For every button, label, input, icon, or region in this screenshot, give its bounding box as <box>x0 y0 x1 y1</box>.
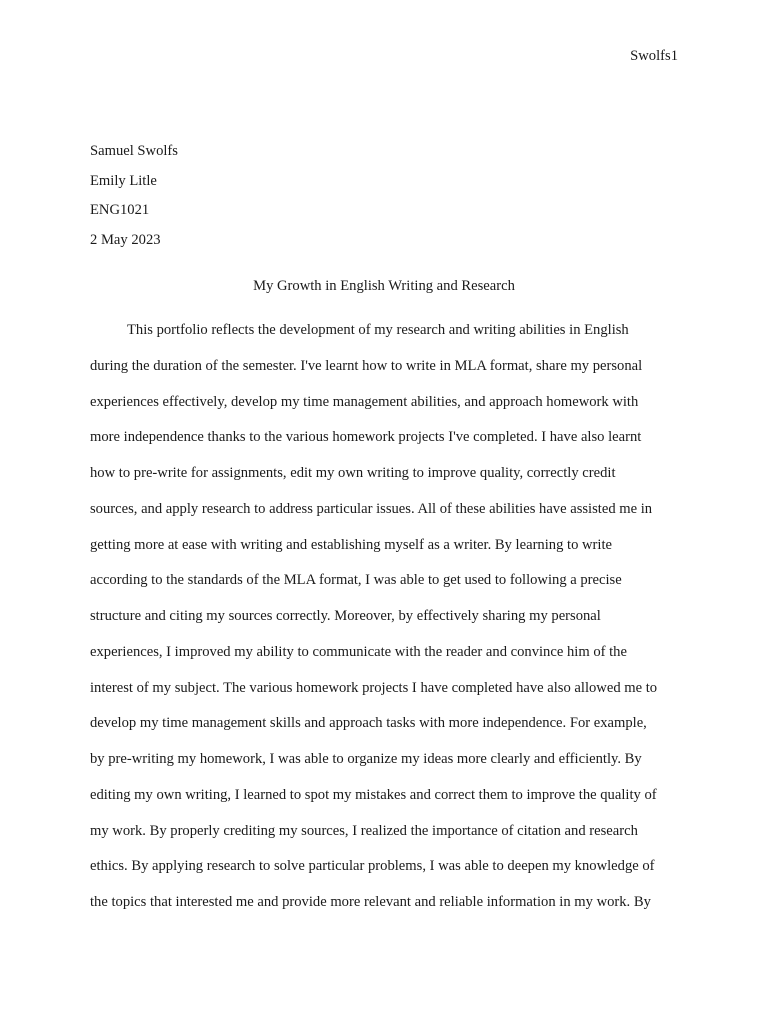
body-line: This portfolio reflects the development of my research and writing abilities in English <box>127 322 629 338</box>
body-line: experiences effectively, develop my time management abilities, and approach homework with <box>90 393 639 410</box>
body-line: editing my own writing, I learned to spot my mistakes and correct them to improve the quality of <box>90 786 657 803</box>
document-title: My Growth in English Writing and Research <box>253 278 515 294</box>
body-line: during the duration of the semester. I've learnt how to write in MLA format, share my personal <box>90 357 643 374</box>
body-line: getting more at ease with writing and establishing myself as a writer. By learning to write <box>90 536 613 553</box>
student-name: Samuel Swolfs <box>90 143 178 159</box>
instructor-name: Emily Litle <box>90 172 157 189</box>
body-line: develop my time management skills and approach tasks with more independence. For example, <box>90 715 647 732</box>
body-line: sources, and apply research to address particular issues. All of these abilities have assisted me in <box>90 500 653 517</box>
body-paragraph <box>90 320 690 928</box>
body-line: ethics. By applying research to solve particular problems, I was able to deepen my knowledge of <box>90 858 655 875</box>
body-line: how to pre-write for assignments, edit my own writing to improve quality, correctly credit <box>90 465 616 481</box>
body-line: according to the standards of the MLA format, I was able to get used to following a precise <box>90 572 622 589</box>
body-line: by pre-writing my homework, I was able to organize my ideas more clearly and efficiently. By <box>90 751 642 767</box>
running-header: Swolfs1 <box>630 48 678 64</box>
course-code: ENG1021 <box>90 202 150 219</box>
body-line: the topics that interested me and provide more relevant and reliable information in my work. By <box>90 894 651 910</box>
body-line: interest of my subject. The various homework projects I have completed have also allowed me to <box>90 679 658 696</box>
body-line: structure and citing my sources correctly. Moreover, by effectively sharing my personal <box>90 608 601 624</box>
body-line: my work. By properly crediting my sources, I realized the importance of citation and research <box>90 822 638 839</box>
mla-heading <box>90 141 178 260</box>
body-line: more independence thanks to the various homework projects I've completed. I have also learnt <box>90 429 642 446</box>
body-line: experiences, I improved my ability to communicate with the reader and convince him of the <box>90 643 627 660</box>
date: 2 May 2023 <box>90 232 161 249</box>
